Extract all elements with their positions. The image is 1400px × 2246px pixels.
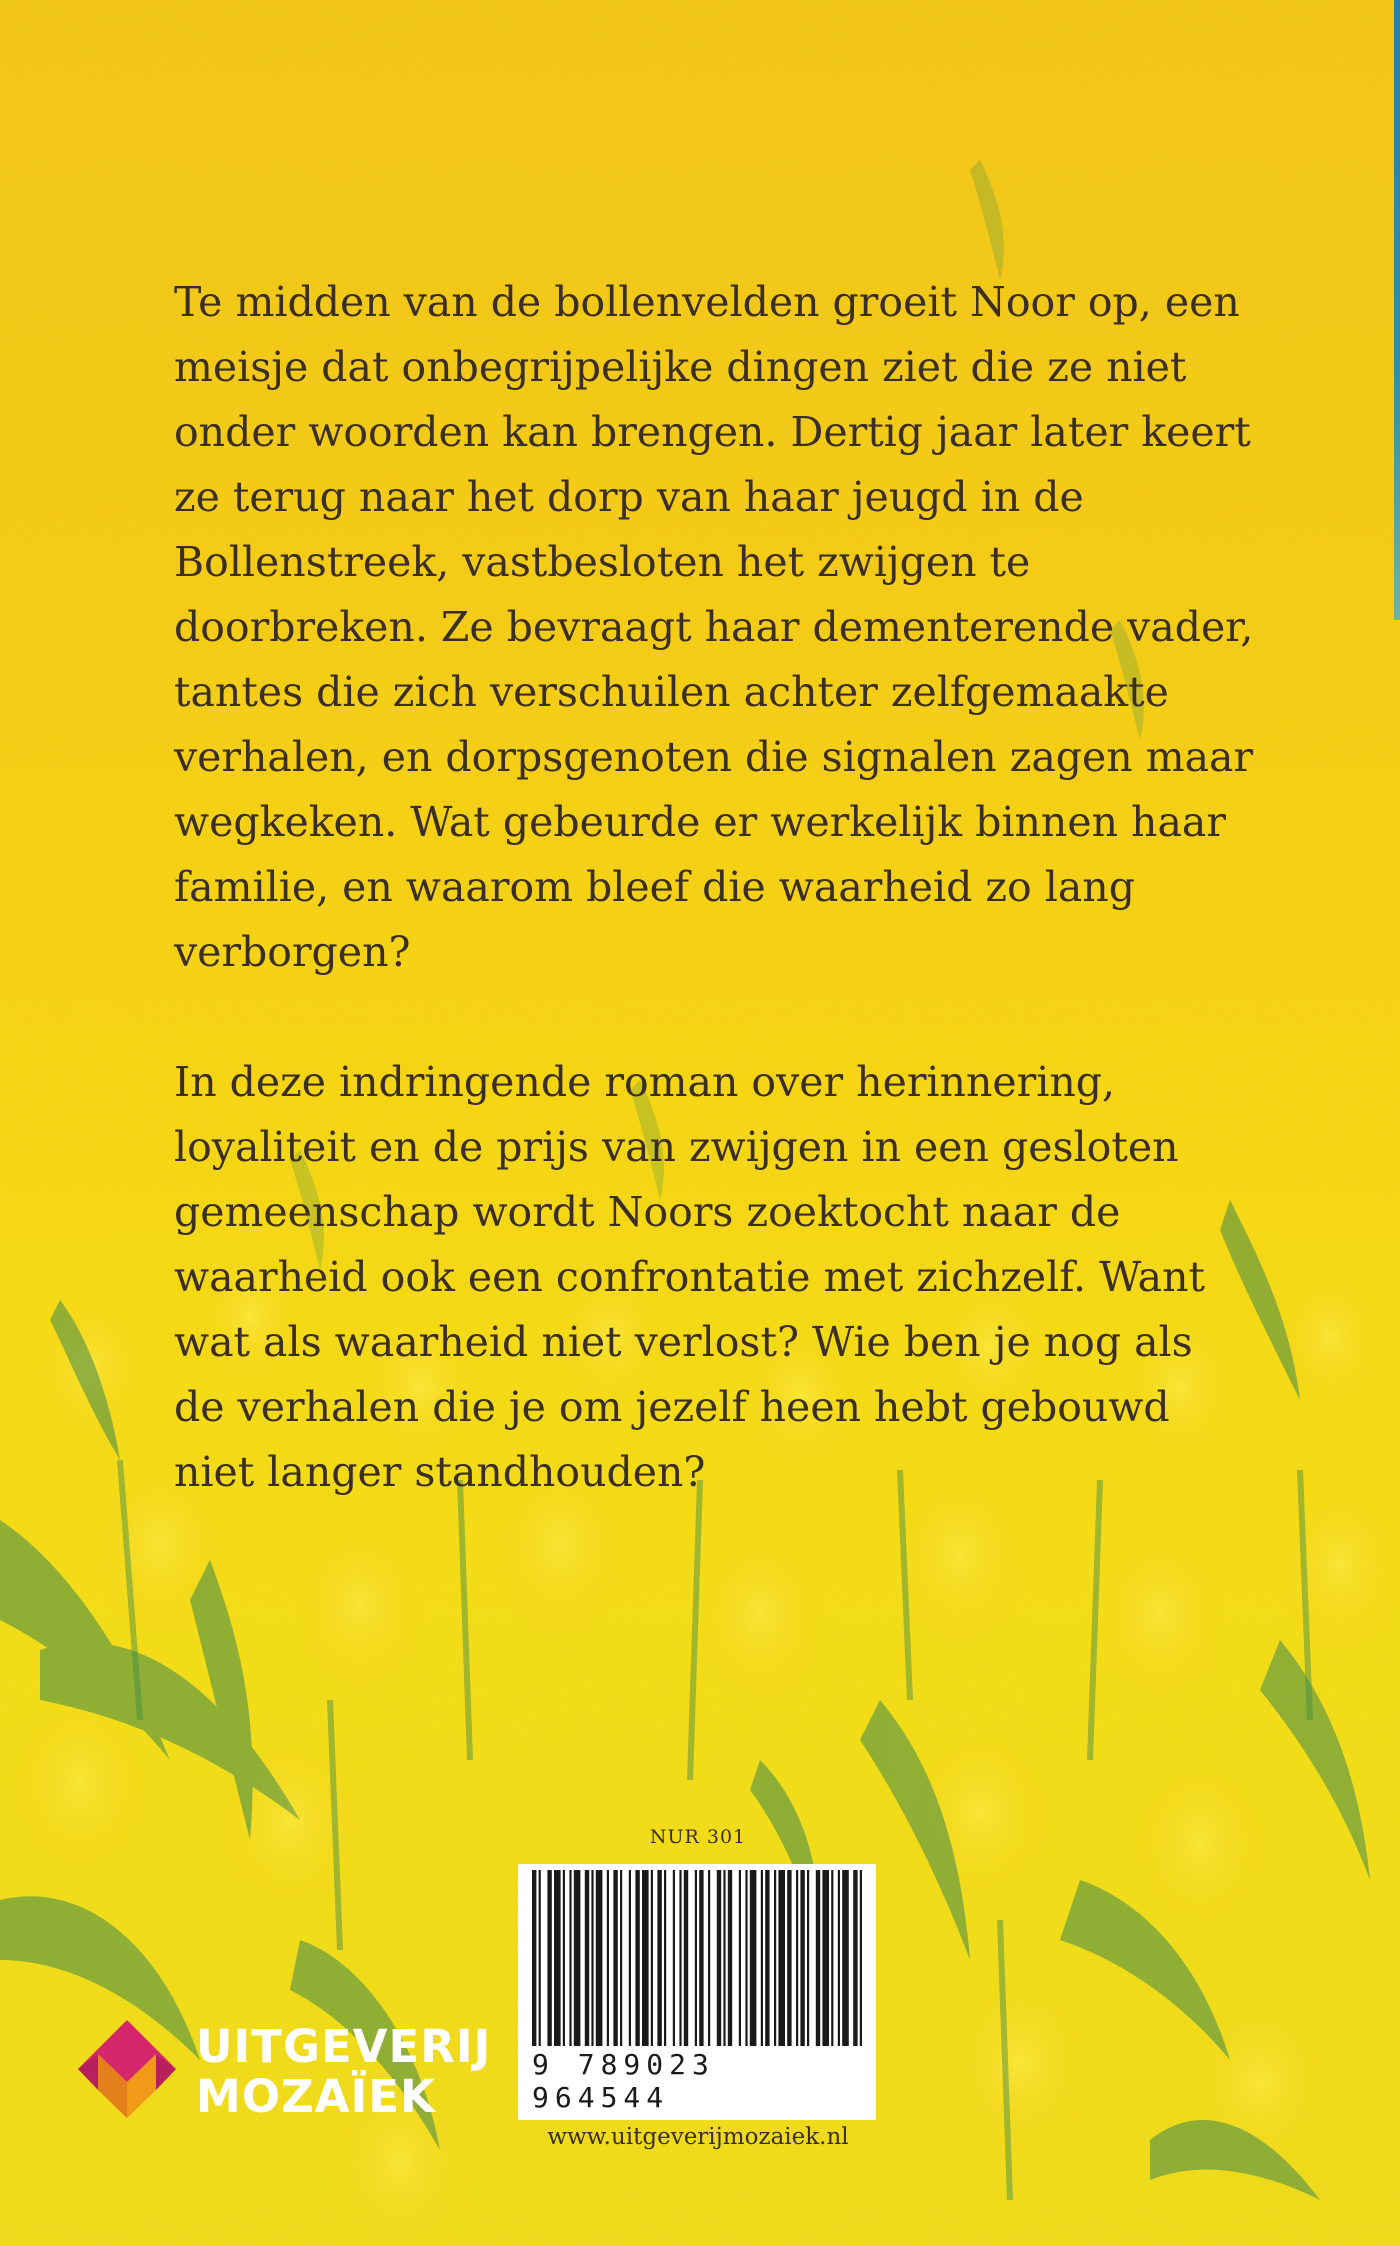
barcode-bar: [816, 1870, 820, 2075]
barcode-bar: [822, 1870, 829, 2075]
barcode-bar: [796, 1870, 798, 2075]
barcode-bar: [787, 1870, 791, 2075]
barcode-bar: [569, 1870, 571, 2075]
barcode-bar: [745, 1870, 747, 2075]
barcode-bar: [596, 1870, 603, 2075]
barcode-bar: [728, 1870, 732, 2075]
publisher-name-line-2: MOZAÏEK: [196, 2070, 436, 2123]
barcode-bar: [642, 1870, 649, 2075]
barcode-bar: [778, 1870, 785, 2075]
barcode-bar: [723, 1870, 725, 2075]
barcode-bar: [739, 1870, 741, 2075]
barcode-bar: [554, 1870, 561, 2075]
barcode-bar: [664, 1870, 666, 2075]
barcode-bar: [591, 1870, 593, 2075]
mozaiek-logo-icon: [78, 2020, 176, 2120]
barcode-bar: [635, 1870, 639, 2075]
barcode-bar: [563, 1870, 565, 2075]
barcode-bar: [679, 1870, 681, 2075]
barcode-bar: [761, 1870, 763, 2075]
barcode-bar: [607, 1870, 609, 2075]
barcode-bar: [547, 1870, 551, 2075]
isbn-digits: 9 789023 964544: [532, 2046, 862, 2114]
barcode-bar: [765, 1870, 769, 2075]
publisher-website: www.uitgeverijmozaiek.nl: [547, 2124, 849, 2150]
barcode-bar: [750, 1870, 757, 2075]
barcode-bar: [613, 1870, 617, 2075]
barcode-bar: [717, 1870, 721, 2075]
barcode-bar: [807, 1870, 809, 2075]
barcode-bar: [853, 1870, 857, 2075]
nur-code: NUR 301: [649, 1826, 747, 1848]
barcode-bar: [629, 1870, 631, 2075]
isbn-barcode: [518, 1864, 876, 2120]
barcode-bar: [684, 1870, 688, 2075]
blurb-paragraph-2: In deze indringende roman over herinnering, loyaliteit en de prijs van zwijgen in een gesloten gemeenschap wordt Noors zoektocht naar de waarheid ook een confrontatie met zichzelf. Want wat als waarheid niet verlost? Wie ben je nog als de verhalen die je om jezelf heen hebt gebouwd niet langer standhouden?: [174, 1058, 1205, 1496]
barcode-bar: [831, 1870, 833, 2075]
barcode-bar: [585, 1870, 589, 2075]
barcode-bar: [800, 1870, 804, 2075]
barcode-bar: [574, 1870, 581, 2075]
barcode-bar: [673, 1870, 675, 2075]
barcode-bar: [657, 1870, 661, 2075]
publisher-wordmark: [196, 2022, 491, 2122]
barcode-bar: [842, 1870, 849, 2075]
publisher-name-line-1: UITGEVERIJ: [196, 2020, 492, 2073]
barcode-bar: [838, 1870, 840, 2075]
back-cover-blurb: [174, 270, 1254, 1505]
barcode-bar: [620, 1870, 622, 2075]
barcode-bar: [774, 1870, 776, 2075]
spine-edge-strip: [1394, 0, 1400, 620]
blurb-paragraph-1: Te midden van de bollenvelden groeit Noor op, een meisje dat onbegrijpelijke dingen ziet die ze niet onder woorden kan brengen. Dertig jaar later keert ze terug naar het dorp van haar jeugd in de Bollenstreek, vastbesloten het zwijgen te doorbreken. Ze bevraagt haar dementerende vader, tantes die zich verschuilen achter zelfgemaakte verhalen, en dorpsgenoten die signalen zagen maar wegkeken. Wat gebeurde er werkelijk binnen haar familie, en waarom bleef die waarheid zo lang verborgen?: [174, 278, 1254, 976]
barcode-bar: [651, 1870, 653, 2075]
barcode-bar: [708, 1870, 710, 2075]
